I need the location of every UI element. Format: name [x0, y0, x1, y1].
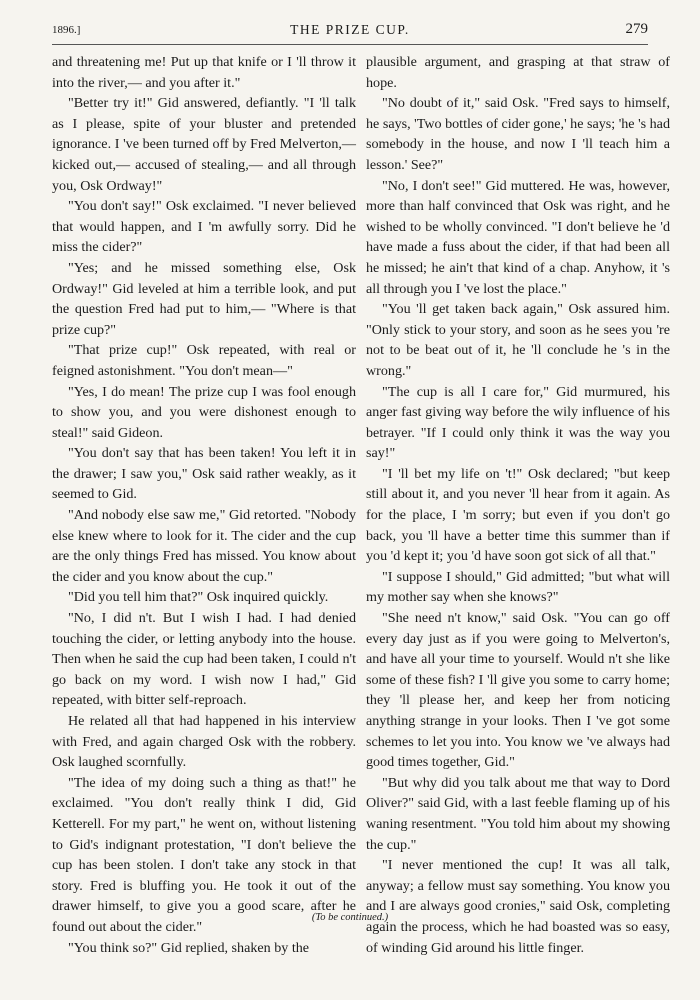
- paragraph: "That prize cup!" Osk repeated, with real or feigned astonishment. "You don't mean—": [52, 342, 356, 379]
- paragraph: "No, I did n't. But I wish I had. I had denied touching the cider, or letting anybody into the house. Then when he said the cup had been taken, I could n't go back on my word. I wish now I had," Gid repeated, with bitter self-reproach.: [52, 610, 356, 709]
- paragraph: "And nobody else saw me," Gid retorted. "Nobody else knew where to look for it. The cider and the cup are the only things Fred has missed. You know about the cider and you know about the cup.": [52, 507, 356, 585]
- paragraph: plausible argument, and grasping at that straw of hope.: [366, 54, 670, 91]
- continuation-note: (To be continued.): [311, 912, 389, 923]
- paragraph: "You 'll get taken back again," Osk assured him. "Only stick to your story, and soon as he sees you 're not to be beat out of it, he 'll conclude he 's in the wrong.": [366, 301, 670, 379]
- paragraph: "You don't say!" Osk exclaimed. "I never believed that would happen, and I 'm awfully sorry. Did he miss the cider?": [52, 198, 356, 256]
- paragraph: "Yes, I do mean! The prize cup I was fool enough to show you, and you were dishonest enough to steal!" said Gideon.: [52, 383, 356, 441]
- paragraph: "She need n't know," said Osk. "You can go off every day just as if you were going to Melverton's, and have all your time to yourself. Would n't she like some of these fish? I 'll give you some to carry home; they 'll please her, and keep her from noticing anything strange in your looks. Then I 've got some schemes to let you into. You know we 've always had good times together, Gid.": [366, 610, 670, 771]
- paragraph: "I never mentioned the cup! It was all talk, anyway; a fellow must say something. You know you and I are always good cronies," said Osk, completing again the process, which he had boasted was so easy, of winding Gid around his little finger.: [366, 857, 670, 956]
- paragraph: "Yes; and he missed something else, Osk Ordway!" Gid leveled at him a terrible look, and put the question Fred had put to him,— "Where is that prize cup?": [52, 259, 356, 338]
- header-rule: [52, 44, 648, 45]
- paragraph: "Better try it!" Gid answered, defiantly. "I 'll talk as I please, spite of your bluster and pretended ignorance. I 've been turned off by Fred Melverton,— kicked out,— accused of stealing,— and all through you, Osk Ordway!": [52, 95, 356, 194]
- left-column: [52, 52, 356, 958]
- paragraph: "But why did you talk about me that way to Dord Oliver?" said Gid, with a last feeble flaming up of his waning resentment. "You told him about my showing the cup.": [366, 774, 670, 853]
- paragraph: "No, I don't see!" Gid muttered. He was, however, more than half convinced that Osk was right, and he wished to be wholly convinced. "I don't believe he 'd have made a fuss about the cider, if that had been all he missed; he ain't that kind of a chap. Anyhow, it 's all through you I 've lost the place.": [366, 177, 670, 297]
- page-number: 279: [625, 21, 648, 37]
- running-header: [52, 22, 648, 42]
- paragraph: "You think so?" Gid replied, shaken by the: [68, 939, 310, 956]
- header-year: 1896.]: [52, 24, 81, 36]
- paragraph: "No doubt of it," said Osk. "Fred says to himself, he says, 'Two bottles of cider gone,' he says; 'he 's had somebody in the house, and now I 'll teach him a lesson.' See?": [366, 95, 670, 173]
- paragraph: He related all that had happened in his interview with Fred, and again charged Osk with the robbery. Osk laughed scornfully.: [52, 713, 356, 771]
- paragraph: "The cup is all I care for," Gid murmured, his anger fast giving way before the wily influence of his betrayer. "If I could only think it was the way you say!": [366, 383, 670, 462]
- paragraph: and threatening me! Put up that knife or I 'll throw it into the river,— and you after it.": [52, 54, 356, 91]
- paragraph: "I suppose I should," Gid admitted; "but what will my mother say when she knows?": [366, 568, 670, 606]
- right-column: [366, 52, 670, 958]
- paragraph: "The idea of my doing such a thing as that!" he exclaimed. "You don't really think I did, Gid Ketterell. For my part," he went on, without listening to Gid's indignant protestation, "I don't believe the cup has been stolen. I don't take any stock in that story. Fred is bluffing you. He took it out of the drawer himself, to give you a good scare, after he found out about the cider.": [52, 774, 356, 935]
- paragraph: "Did you tell him that?" Osk inquired quickly.: [68, 589, 329, 606]
- paragraph: "You don't say that has been taken! You left it in the drawer; I saw you," Osk said rather weakly, as it seemed to Gid.: [52, 445, 356, 503]
- header-title: THE PRIZE CUP.: [290, 22, 410, 37]
- paragraph: "I 'll bet my life on 't!" Osk declared; "but keep still about it, and you never 'll hear from it again. As for the place, I 'm sorry; but even if you don't go back, you 'll have a better time this summer than if you 'd kept it; you 'd have soon got sick of all that.": [366, 465, 670, 565]
